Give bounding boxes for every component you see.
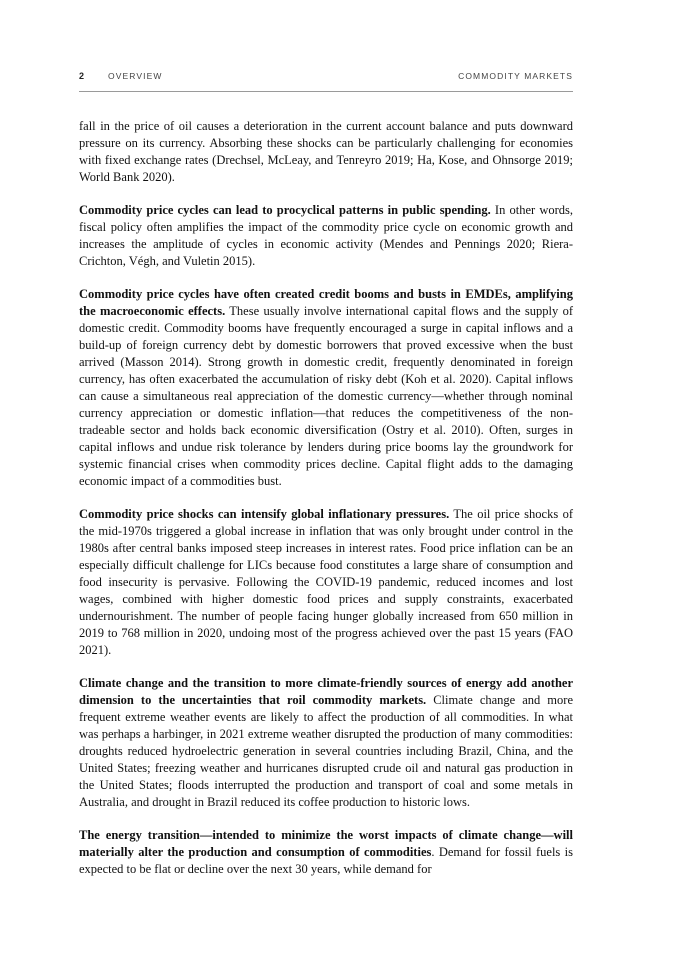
paragraph-text: These usually involve international capital flows and the supply of domestic credit. Commodity booms have frequently encouraged a surge in capital inflows and a build-up of foreign currency debt by domestic borrowers that proved excessive when the bust arrived (Masson 2014). Strong growth in domestic credit, frequently denominated in foreign currency, has often exacerbated the accumulation of risky debt (Koh et al. 2020). Capital inflows can cause a simultaneous real appreciation of the domestic currency—whether through nominal currency appreciation or domestic inflation—that reduces the competitiveness of the non-tradeable sector and holds back economic diversification (Ostry et al. 2010). Often, surges in capital inflows and undue risk tolerance by lenders during price booms lay the groundwork for systemic financial crises when commodity prices decline. Capital flight adds to the damaging economic impact of a commodities bust.: [79, 304, 573, 488]
paragraph-5: [79, 675, 573, 811]
paragraph-text: The oil price shocks of the mid-1970s triggered a global increase in inflation that was only brought under control in the 1980s after central banks imposed steep increases in interest rates. Food price inflation can be an especially difficult challenge for LICs because food constitutes a large share of consumption and food insecurity is pervasive. Following the COVID-19 pandemic, reduced incomes and lost wages, combined with higher domestic food prices and supply constraints, exacerbated undernourishment. The number of people facing hunger globally increased from 650 million in 2019 to 768 million in 2020, undoing most of the progress achieved over the past 15 years (FAO 2021).: [79, 507, 573, 657]
paragraph-3: [79, 286, 573, 490]
paragraph-lead: Commodity price cycles can lead to procyclical patterns in public spending.: [79, 203, 491, 217]
paragraph-text: fall in the price of oil causes a deterioration in the current account balance and puts downward pressure on its currency. Absorbing these shocks can be particularly challenging for economies with fixed exchange rates (Drechsel, McLeay, and Tenreyro 2019; Ha, Kose, and Ohnsorge 2019; World Bank 2020).: [79, 119, 573, 184]
paragraph-text: . Demand for fossil fuels is expected to be flat or decline over the next 30 years, while demand for: [79, 845, 573, 876]
page-number: 2: [79, 71, 85, 81]
report-title: COMMODITY MARKETS: [458, 71, 573, 81]
section-label: OVERVIEW: [108, 71, 163, 81]
paragraph-4: [79, 506, 573, 659]
paragraph-2: [79, 202, 573, 270]
paragraph-6: [79, 827, 573, 878]
paragraph-text: Climate change and more frequent extreme weather events are likely to affect the production of all commodities. In what was perhaps a harbinger, in 2021 extreme weather disrupted the production of many commodities: droughts reduced hydroelectric generation in several countries including Brazil, China, and the United States; freezing weather and hurricanes disrupted crude oil and natural gas production in the United States; floods interrupted the production and transport of coal and some metals in Australia, and drought in Brazil reduced its coffee production to historic lows.: [79, 693, 573, 809]
paragraph-lead: Commodity price shocks can intensify global inflationary pressures.: [79, 507, 450, 521]
paragraph-lead: Commodity price cycles have often created credit booms and busts in EMDEs, amplifying the macroeconomic effects.: [79, 287, 573, 318]
body-text: [79, 118, 573, 894]
paragraph-text: In other words, fiscal policy often amplifies the impact of the commodity price cycle on economic growth and increases the amplitude of cycles in economic activity (Mendes and Pennings 2020; Riera-Crichton, Végh, and Vuletin 2015).: [79, 203, 573, 268]
paragraph-1: [79, 118, 573, 186]
running-header: [79, 71, 573, 85]
paragraph-lead: Climate change and the transition to more climate-friendly sources of energy add another dimension to the uncertainties that roil commodity markets.: [79, 676, 573, 707]
paragraph-lead: The energy transition—intended to minimize the worst impacts of climate change—will materially alter the production and consumption of commodities: [79, 828, 573, 859]
header-divider: [79, 91, 573, 92]
